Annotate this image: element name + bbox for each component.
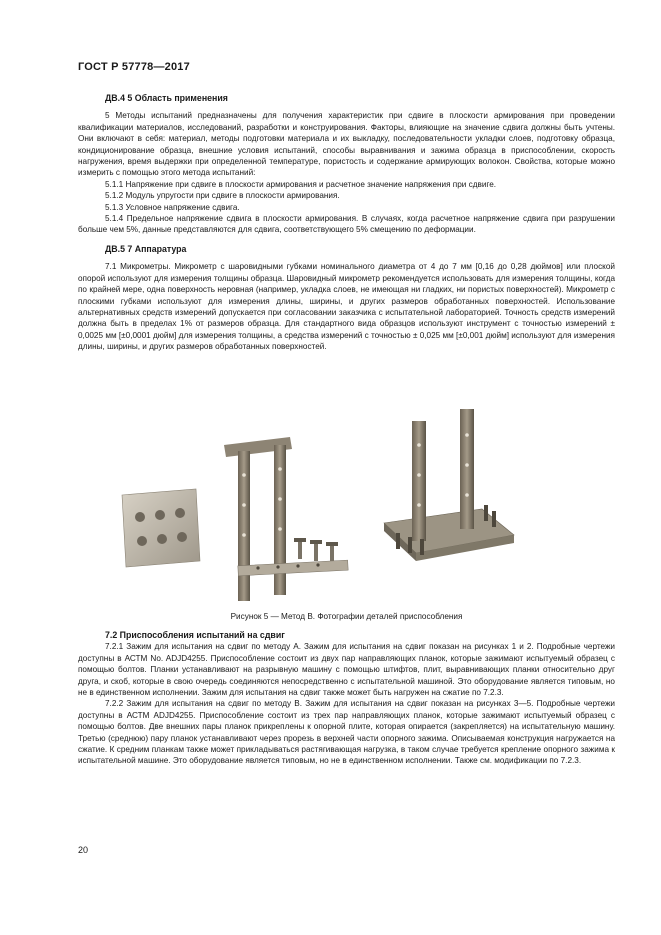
fixture-photo-image [78, 365, 615, 611]
list-item-5-1-3: 5.1.3 Условное напряжение сдвига. [105, 202, 240, 212]
standard-header: ГОСТ Р 57778—2017 [78, 61, 190, 73]
figure-caption: Рисунок 5 — Метод В. Фотографии деталей приспособления [230, 611, 463, 621]
section-heading-db4: ДВ.4 5 Область применения [105, 93, 228, 103]
paragraph-5: 5 Методы испытаний предназначены для получения характеристик при сдвиге в плоскости армирования при проведении квалификации материалов, исследований, разработки и конструирования. Факторы, влияющие на значение сдвига должны быть учтены. Они включают в себя: материал, методы подготовки материала и их выкладку, последовательности укладки слоев, подготовку образца, кондиционирование образца, внешние условия испытаний, способы выравнивания и зажима образца в приспособлении, скорость нагружения, время выдержки при определенной температуре, пористость и содержание армирующих волокон. Свойства, которые можно измерить с помощью этого метода испытаний: [78, 111, 615, 178]
section-heading-7-2: 7.2 Приспособления испытаний на сдвиг [105, 629, 285, 640]
paragraph-7-2-1: 7.2.1 Зажим для испытания на сдвиг по методу А. Зажим для испытания на сдвиг показан на рисунках 1 и 2. Подробные чертежи доступны в АСТМ No. ADJD4255. Приспособление состоит из двух пар направляющих планок, которые зажимают испытуемый образец с помощью болтов. Планки устанавливают на разрывную машину с помощью штифтов, плит, выравнивающих планки относительно друг друга, и скоб, которые в свою очередь соединяются непосредственно с испытательной машиной. Это оборудование является типовым, но не в единственном исполнении. Зажим для испытания на сдвиг также может быть нагружен на сжатие по 7.2.3. [78, 642, 615, 697]
page-number: 20 [78, 845, 89, 855]
fixture-method-b-frame [224, 437, 292, 601]
paragraph-7-1: 7.1 Микрометры. Микрометр с шаровидными губками номинального диаметра от 4 до 7 мм [0,16 до 0,28 дюймов] или плоской опорой используют для измерения толщины образца. Шаровидный микрометр рекомендуется использовать для измерения толщины, когда по крайней мере, одна поверхность неровная (например, укладка слоев, не имеющая ни гладких, ни пористых поверхностей). Микрометр с плоскими губками используют для измерения длины, ширины, и других размеров обработанных поверхностей. Использование альтернативных средств измерений допускается при согласовании заказчика с испытательной лабораторией. Точность средств измерений должна быть в пределах 1% от размеров образца. Для стандартного вида образцов используют инструмент с точностью измерений ± 0,0025 мм [±0,0001 дюйм] для измерения толщины, а средства измерений с точностью ± 0,025 мм [±0,001 дюйм] используют для измерения длины, ширины, и других размеров обработанных поверхностей. [78, 262, 615, 352]
list-item-5-1-1: 5.1.1 Напряжение при сдвиге в плоскости армирования и расчетное значение напряжения при сдвиге. [105, 179, 497, 189]
figure-5-photo [78, 365, 615, 611]
list-item-5-1-2: 5.1.2 Модуль упругости при сдвиге в плоскости армирования. [105, 191, 340, 201]
section-heading-db5: ДВ.5 7 Аппаратура [105, 243, 187, 254]
page-content [78, 93, 615, 767]
paragraph-7-2-2: 7.2.2 Зажим для испытания на сдвиг по методу В. Зажим для испытания на сдвиг показан на рисунках 3—5. Подробные чертежи доступны в АСТМ ADJD4255. Приспособление состоит из трех пар направляющих планок, которые зажимают испытуемый образец с помощью болтов. Две внешних пары планок прикреплены к опорной плите, которая опирается (закрепляется) на испытательную машину. Третью (среднюю) пару планок устанавливают через прорезь в верхней части опорного зажима. Описываемая конструкция нагружается на сжатие. К средним планкам также может прикладываться растягивающая нагрузка, в таком случае требуется крепление опорного зажима к испытательной машине. Это оборудование является типовым, но не в единственном исполнении. Также см. модификации по 7.2.3. [78, 699, 615, 766]
list-item-5-1-4: 5.1.4 Предельное напряжение сдвига в плоскости армирования. В случаях, когда расчетное напряжение сдвига при разрушении больше чем 5%, данные представляются для сдвига, соответствующего 5% смещению по деформации. [78, 214, 615, 235]
specimen-plate [122, 489, 200, 567]
bolts-and-bar [238, 538, 348, 576]
fixture-method-b-assembly [384, 409, 514, 561]
